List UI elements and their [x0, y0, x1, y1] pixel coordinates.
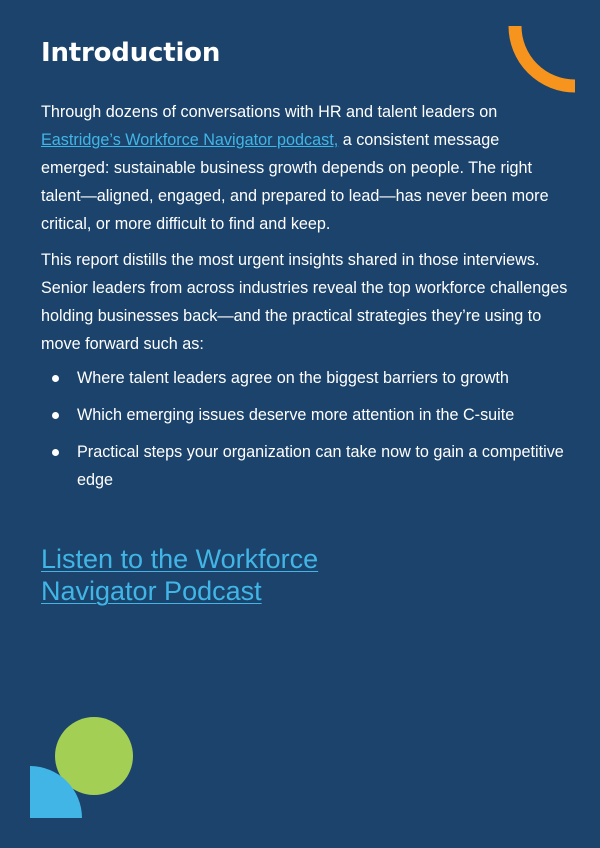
- listen-podcast-link[interactable]: Listen to the Workforce Navigator Podcast: [41, 544, 319, 606]
- list-item: [41, 401, 569, 429]
- page-title: Introduction: [41, 38, 221, 68]
- bullet-dot-icon: [52, 449, 59, 456]
- bullet-dot-icon: [52, 375, 59, 382]
- intro-paragraph-2: This report distills the most urgent insights shared in those interviews. Senior leaders from across industries reveal the top workforce challenges holding businesses back—and the practical strategies they’re using to move forward such as:: [41, 251, 568, 353]
- intro-body: [41, 98, 569, 503]
- list-item-text: Practical steps your organization can take now to gain a competitive edge: [77, 443, 564, 489]
- list-item-text: Which emerging issues deserve more attention in the C-suite: [77, 406, 515, 424]
- intro-paragraph-1: [41, 98, 569, 238]
- intro-rest-text: a consistent message emerged: sustainable business growth depends on people. The right talent—aligned, engaged, and prepared to lead—has never been more critical, or more difficult to find and keep.: [41, 131, 549, 233]
- bullet-list: [41, 364, 569, 494]
- podcast-link[interactable]: Eastridge’s Workforce Navigator podcast,: [41, 131, 339, 149]
- list-item: [41, 364, 569, 392]
- blue-quarter-circle-shape: [30, 766, 82, 818]
- orange-arc-shape: [505, 22, 580, 94]
- bullet-dot-icon: [52, 412, 59, 419]
- list-item: [41, 438, 569, 494]
- list-item-text: Where talent leaders agree on the biggest barriers to growth: [77, 369, 509, 387]
- intro-lead-text: Through dozens of conversations with HR and talent leaders on: [41, 103, 498, 121]
